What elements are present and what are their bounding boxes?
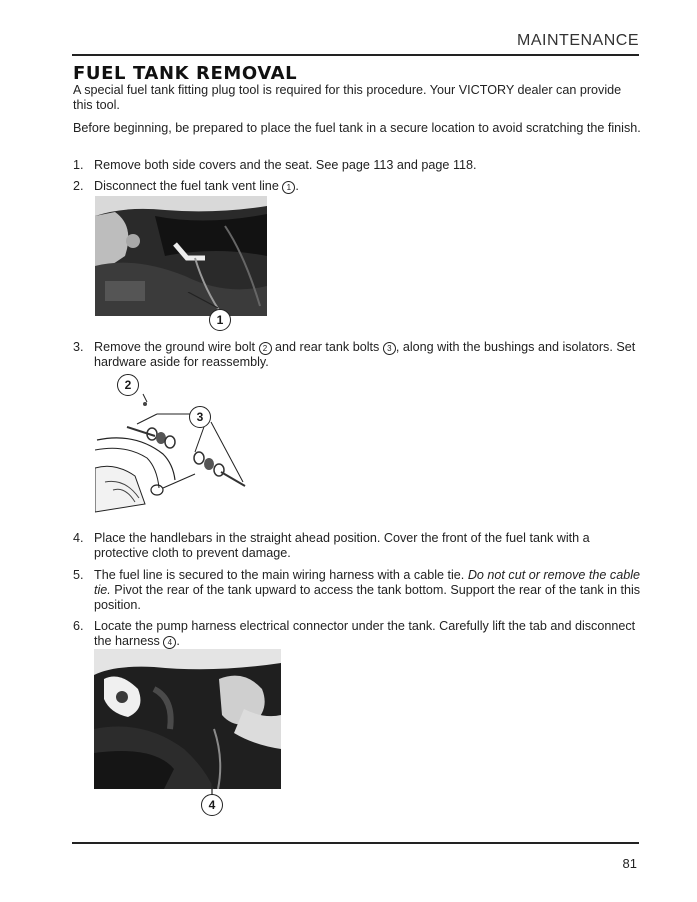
step-number: 6. xyxy=(73,619,84,633)
callout-marker: 3 xyxy=(189,406,211,428)
callout-marker: 4 xyxy=(201,794,223,816)
step-number: 3. xyxy=(73,340,84,354)
step-number: 5. xyxy=(73,568,84,582)
step-text: Disconnect the fuel tank vent line 1 . xyxy=(94,179,299,193)
intro-paragraph: Before beginning, be prepared to place the fuel tank in a secure location to avoid scratching the finish. xyxy=(73,121,641,135)
step-text: Remove both side covers and the seat. See page 113 and page 118. xyxy=(94,158,477,172)
callout-marker: 1 xyxy=(209,309,231,331)
page-title: FUEL TANK REMOVAL xyxy=(73,63,298,84)
step-text: Locate the pump harness electrical connector under the tank. Carefully lift the tab and disconnect the harness 4 . xyxy=(94,619,636,648)
step-number: 4. xyxy=(73,531,84,545)
step-text: Remove the ground wire bolt 2 and rear tank bolts 3 , along with the bushings and isolators. Set hardware aside for reassembly. xyxy=(94,340,636,369)
callout-marker: 2 xyxy=(117,374,139,396)
step-text: Place the handlebars in the straight ahead position. Cover the front of the fuel tank with a protective cloth to prevent damage. xyxy=(94,531,590,560)
header-rule xyxy=(72,54,639,56)
step-number: 1. xyxy=(73,158,84,172)
intro-paragraph: A special fuel tank fitting plug tool is required for this procedure. Your VICTORY dealer can provide this tool. xyxy=(73,83,622,112)
warning-text: Do not cut or remove the cable tie. xyxy=(94,568,641,597)
callout-number: 3 xyxy=(383,342,396,355)
callout-number: 4 xyxy=(163,636,176,649)
callout-number: 2 xyxy=(259,342,272,355)
page-number: 81 xyxy=(622,856,637,871)
callout-number: 1 xyxy=(282,181,295,194)
footer-rule xyxy=(72,842,639,844)
harness-connector-photo xyxy=(94,649,281,789)
tank-bolts-diagram xyxy=(95,372,255,522)
step-text: The fuel line is secured to the main wiring harness with a cable tie. Do not cut or remove the cable tie. Pivot the rear of the tank upward to access the tank bottom. Support the rear of the tank in this position. xyxy=(94,568,641,612)
section-label: MAINTENANCE xyxy=(517,32,639,49)
step-number: 2. xyxy=(73,179,84,193)
